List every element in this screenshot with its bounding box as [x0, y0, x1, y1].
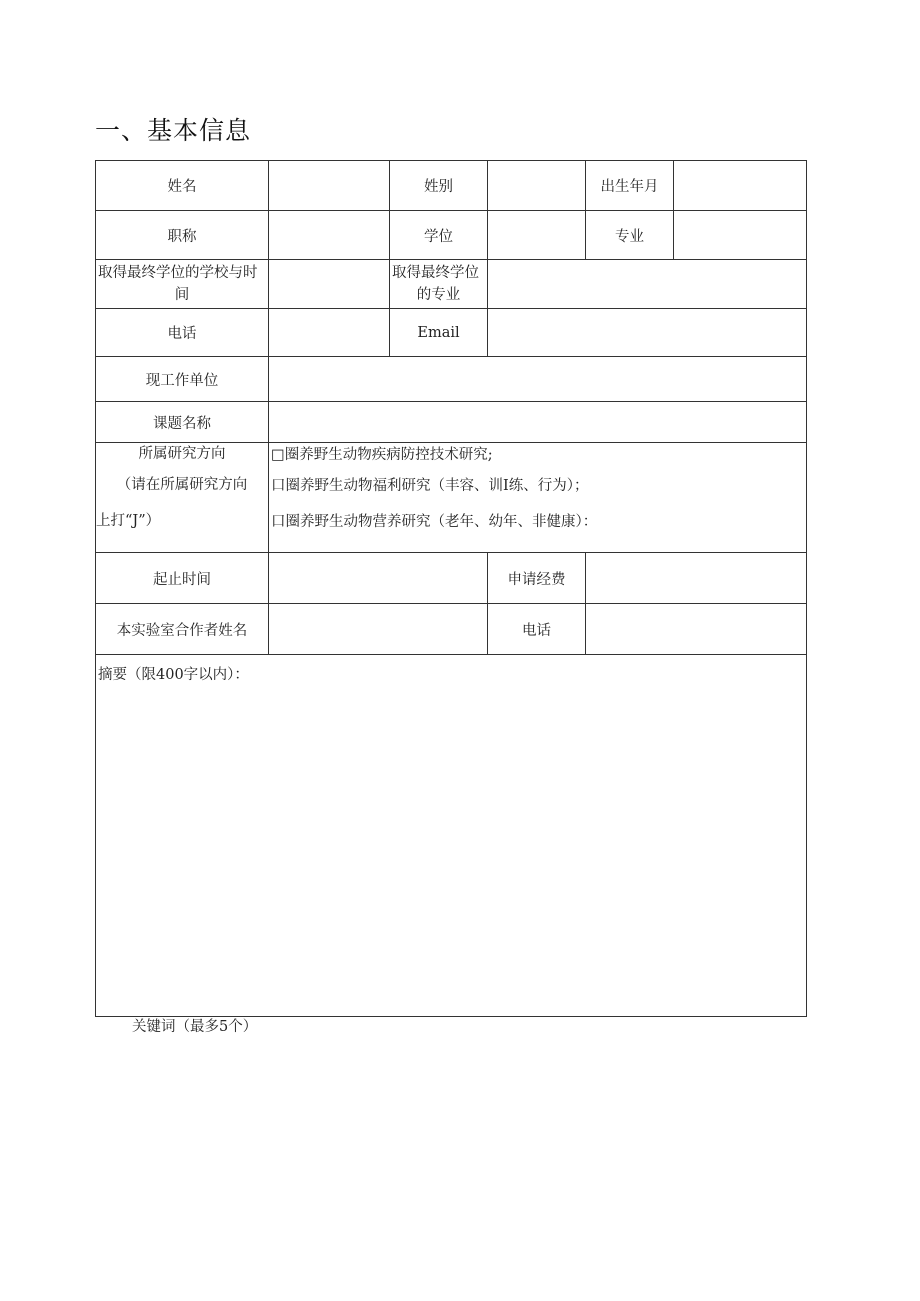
- email-label: Email: [390, 309, 488, 357]
- partner-field[interactable]: [269, 604, 488, 655]
- major-field[interactable]: [674, 211, 807, 260]
- gender-field[interactable]: [488, 161, 586, 211]
- direction-label-line3: 上打“J”）: [96, 513, 161, 529]
- form-row-title: [96, 211, 807, 260]
- direction-label-line2: （请在所属研究方向: [116, 477, 248, 493]
- partner-phone-label: 电话: [488, 604, 586, 655]
- direction-option-disease[interactable]: □圈养野生动物疾病防控技术研究;: [271, 447, 493, 463]
- period-label: 起止时间: [96, 553, 269, 604]
- gender-label: 姓别: [390, 161, 488, 211]
- degree-major-label-line2: 的专业: [416, 287, 461, 303]
- basic-info-form: [95, 160, 807, 1017]
- name-label: 姓名: [96, 161, 269, 211]
- school-label: [96, 260, 269, 309]
- degree-major-label-line1: 取得最终学位: [392, 265, 479, 281]
- abstract-label: 摘要（限400字以内）：: [98, 667, 249, 683]
- school-field[interactable]: [269, 260, 390, 309]
- form-row-work-unit: [96, 357, 807, 402]
- work-unit-label: 现工作单位: [96, 357, 269, 402]
- partner-phone-field[interactable]: [586, 604, 807, 655]
- phone-field[interactable]: [269, 309, 390, 357]
- section-title: 一、基本信息: [95, 116, 252, 145]
- degree-label: 学位: [390, 211, 488, 260]
- project-name-field[interactable]: [269, 402, 807, 443]
- form-row-contact: [96, 309, 807, 357]
- form-row-personal: [96, 161, 807, 211]
- project-name-label: 课题名称: [96, 402, 269, 443]
- direction-label: [96, 443, 269, 553]
- birth-label: 出生年月: [586, 161, 674, 211]
- direction-options: [269, 443, 807, 553]
- form-row-partner: [96, 604, 807, 655]
- funding-field[interactable]: [586, 553, 807, 604]
- direction-label-line1: 所属研究方向: [138, 446, 226, 462]
- school-label-line2: 间: [174, 287, 190, 303]
- name-field[interactable]: [269, 161, 390, 211]
- direction-option-nutrition[interactable]: 口圈养野生动物营养研究（老年、幼年、非健康）：: [271, 514, 598, 530]
- degree-field[interactable]: [488, 211, 586, 260]
- degree-major-field[interactable]: [488, 260, 807, 309]
- work-unit-field[interactable]: [269, 357, 807, 402]
- title-label: 职称: [96, 211, 269, 260]
- title-field[interactable]: [269, 211, 390, 260]
- abstract-field[interactable]: [96, 655, 807, 1017]
- birth-field[interactable]: [674, 161, 807, 211]
- keywords-label: 关键词（最多5个）: [132, 1019, 258, 1035]
- direction-option-welfare[interactable]: 口圈养野生动物福利研究（丰容、训I练、行为）；: [271, 478, 589, 494]
- phone-label: 电话: [96, 309, 269, 357]
- funding-label: 申请经费: [488, 553, 586, 604]
- form-row-school: [96, 260, 807, 309]
- school-label-line1: 取得最终学位的学校与时: [98, 265, 258, 281]
- form-row-abstract: [96, 655, 807, 1017]
- partner-label: 本实验室合作者姓名: [96, 604, 269, 655]
- form-row-project: [96, 402, 807, 443]
- form-row-direction: [96, 443, 807, 553]
- degree-major-label: [390, 260, 488, 309]
- major-label: 专业: [586, 211, 674, 260]
- email-field[interactable]: [488, 309, 807, 357]
- period-field[interactable]: [269, 553, 488, 604]
- form-row-period: [96, 553, 807, 604]
